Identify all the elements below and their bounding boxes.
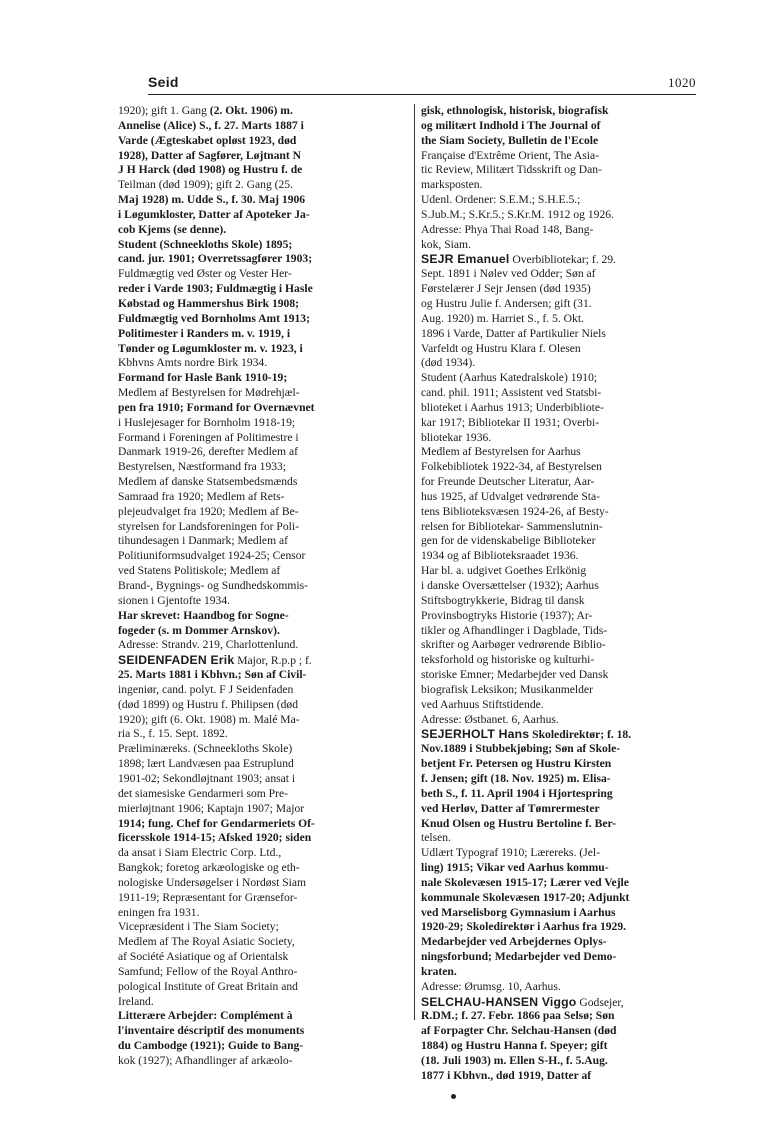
text-line [421, 386, 713, 401]
text-line [421, 520, 713, 535]
text-segment: Student (Schneekloths Skole) 1895; [118, 237, 293, 251]
text-segment: 1920-29; Skoledirektør i Aarhus fra 1929. [421, 920, 627, 934]
text-line [421, 252, 713, 267]
text-line [118, 698, 408, 713]
text-segment: Medlem af danske Statsembedsmænds [118, 475, 298, 489]
text-line [118, 564, 408, 579]
text-segment: 1911-19; Repræsentant for Grænsefor- [118, 890, 298, 904]
text-segment: ved Aarhuus Stiftstidende. [421, 697, 544, 711]
text-line [118, 579, 408, 594]
text-segment: 1920); gift (6. Okt. 1908) m. Malé Ma- [118, 712, 300, 726]
text-segment: 1884) og Hustru Hanna f. Speyer; gift [421, 1039, 608, 1053]
text-segment: Har skrevet: Haandbog for Sogne- [118, 608, 289, 622]
text-segment: f. Jensen; gift (18. Nov. 1925) m. Elisa- [421, 771, 611, 785]
text-segment: Bestyrelsen, Næstformand fra 1933; [118, 460, 287, 474]
text-line [421, 193, 713, 208]
text-segment: Har bl. a. udgivet Goethes Erlkönig [421, 564, 587, 578]
text-segment: ria S., f. 15. Sept. 1892. [118, 727, 228, 741]
text-line [118, 267, 408, 282]
text-segment: Adresse: Ørumsg. 10, Aarhus. [421, 979, 561, 993]
text-line [118, 1009, 408, 1024]
text-segment: Knud Olsen og Hustru Bertoline f. Ber- [421, 816, 617, 830]
text-line [421, 1039, 713, 1054]
text-segment: sionen i Gjentofte 1934. [118, 593, 231, 607]
text-segment: cob Kjems (se denne). [118, 222, 227, 236]
text-line [118, 505, 408, 520]
text-line [421, 891, 713, 906]
text-line [421, 772, 713, 787]
text-segment: 1901-02; Sekondløjtnant 1903; ansat i [118, 771, 296, 785]
text-segment: Teilman (død 1909); gift 2. Gang (25. [118, 178, 293, 192]
text-segment: ved Herløv, Datter af Tømrermester [421, 801, 600, 815]
text-line [421, 119, 713, 134]
text-line [118, 356, 408, 371]
text-line [118, 134, 408, 149]
text-line [421, 312, 713, 327]
text-segment: Kbhvns Amts nordre Birk 1934. [118, 356, 268, 370]
text-segment: cand. phil. 1911; Assistent ved Statsbi- [421, 386, 602, 400]
text-line [421, 401, 713, 416]
text-segment: kommunale Skolevæsen 1917-20; Adjunkt [421, 890, 630, 904]
text-line [118, 431, 408, 446]
text-segment: nologiske Undersøgelser i Nordøst Siam [118, 875, 307, 889]
text-segment: 1877 i Kbhvn., død 1919, Datter af [421, 1068, 592, 1082]
text-line [118, 312, 408, 327]
text-segment: Folkebibliotek 1922-34, af Bestyrelsen [421, 460, 602, 474]
text-segment: Medarbejder ved Arbejdernes Oplys- [421, 935, 607, 949]
entry-headword: SELCHAU-HANSEN Viggo [421, 994, 577, 1009]
text-line [421, 1024, 713, 1039]
text-segment: det siamesiske Gendarmeri som Pre- [118, 786, 288, 800]
text-line [421, 653, 713, 668]
text-segment: af Forpagter Chr. Selchau-Hansen (død [421, 1024, 617, 1038]
text-segment: Litterære Arbejder: Complément à [118, 1009, 293, 1023]
text-line [118, 149, 408, 164]
entry-headword: SEJERHOLT Hans [421, 727, 530, 742]
text-line [118, 935, 408, 950]
page-header [148, 74, 696, 95]
text-segment: ved Marselisborg Gymnasium i Aarhus [421, 905, 616, 919]
text-segment: tihundesagen i Danmark; Medlem af [118, 534, 288, 548]
text-line [118, 624, 408, 639]
text-segment: nale Skolevæsen 1915-17; Lærer ved Vejle [421, 875, 629, 889]
text-segment: R.DM.; f. 27. Febr. 1866 paa Selsø; Søn [421, 1009, 615, 1023]
text-segment: bliotekar 1936. [421, 430, 492, 444]
text-line [421, 149, 713, 164]
text-segment: 1898; lært Landvæsen paa Estruplund [118, 757, 294, 771]
text-segment: og Hustru Julie f. Andersen; gift (31. [421, 296, 592, 310]
text-line [118, 787, 408, 802]
text-segment: 1914; fung. Chef for Gendarmeriets Of- [118, 816, 315, 830]
text-segment: Politimester i Randers m. v. 1919, i [118, 326, 291, 340]
entry-headword: SEIDENFADEN Erik [118, 653, 235, 668]
text-segment: 1896 i Varde, Datter af Partikulier Niels [421, 326, 606, 340]
text-segment: Samraad fra 1920; Medlem af Rets- [118, 489, 285, 503]
text-line [421, 935, 713, 950]
left-column [118, 104, 408, 1069]
text-line [118, 594, 408, 609]
entry-headword: SEJR Emanuel [421, 252, 510, 267]
text-segment: marksposten. [421, 178, 483, 192]
text-line [421, 490, 713, 505]
text-segment: Førstelærer J Sejr Jensen (død 1935) [421, 282, 591, 296]
text-line [118, 1024, 408, 1039]
text-line [421, 534, 713, 549]
text-line [421, 505, 713, 520]
text-line [118, 371, 408, 386]
text-line [118, 713, 408, 728]
text-line [118, 386, 408, 401]
text-line [118, 223, 408, 238]
text-segment: og militært Indhold i The Journal of [421, 118, 601, 132]
text-segment: the Siam Society, Bulletin de l'Ecole [421, 133, 599, 147]
text-segment: Fuldmægtig ved Bornholms Amt 1913; [118, 311, 310, 325]
text-line [118, 1039, 408, 1054]
text-segment: Formand for Hasle Bank 1910-19; [118, 371, 288, 385]
text-line [421, 683, 713, 698]
text-line [421, 163, 713, 178]
text-line [118, 950, 408, 965]
text-line [421, 1054, 713, 1069]
text-segment: i Huslejesager for Bornholm 1918-19; [118, 415, 296, 429]
text-line [421, 594, 713, 609]
text-segment: skrifter og Aarbøger vedrørende Biblio- [421, 638, 606, 652]
text-segment: kar 1917; Bibliotekar II 1931; Overbi- [421, 415, 600, 429]
text-line [118, 178, 408, 193]
text-line [118, 920, 408, 935]
text-segment: Udenl. Ordener: S.E.M.; S.H.E.5.; [421, 193, 581, 207]
text-line [421, 1009, 713, 1024]
text-segment: cand. jur. 1901; Overretssagfører 1903; [118, 252, 313, 266]
text-segment: Nov.1889 i Stubbekjøbing; Søn af Skole- [421, 742, 621, 756]
text-line [118, 980, 408, 995]
text-line [421, 267, 713, 282]
text-segment: tikler og Afhandlinger i Dagblade, Tids- [421, 623, 608, 637]
text-segment: Danmark 1919-26, derefter Medlem af [118, 445, 298, 459]
text-line [118, 297, 408, 312]
text-line [118, 891, 408, 906]
right-column [421, 104, 713, 1084]
text-line [118, 327, 408, 342]
text-line [118, 995, 408, 1010]
text-line [118, 445, 408, 460]
text-line [118, 416, 408, 431]
text-segment: blioteket i Aarhus 1913; Underbibliote- [421, 400, 604, 414]
text-segment: Medlem af Bestyrelsen for Mødrehjæl- [118, 386, 300, 400]
text-line [421, 342, 713, 357]
text-segment: Stiftsbogtrykkerie, Bidrag til dansk [421, 593, 585, 607]
text-line [421, 742, 713, 757]
text-line [118, 831, 408, 846]
text-segment: Overbibliotekar; f. 29. [509, 253, 616, 267]
text-line [421, 371, 713, 386]
text-segment: Brand-, Bygnings- og Sundhedskommis- [118, 579, 309, 592]
text-line [118, 104, 408, 119]
text-line [118, 475, 408, 490]
text-segment: Købstad og Hammershus Birk 1908; [118, 296, 300, 310]
page-mark [451, 1094, 456, 1099]
text-segment: kok (1927); Afhandlinger af arkæolo- [118, 1054, 293, 1067]
text-segment: i danske Oversættelser (1932); Aarhus [421, 579, 599, 592]
text-line [421, 861, 713, 876]
text-line [118, 549, 408, 564]
text-line [118, 534, 408, 549]
text-segment: gisk, ethnologisk, historisk, biografisk [421, 104, 609, 117]
text-line [421, 846, 713, 861]
text-line [118, 727, 408, 742]
text-line [421, 282, 713, 297]
text-line [118, 193, 408, 208]
text-segment: Ireland. [118, 994, 154, 1008]
text-segment: Fuldmægtig ved Øster og Vester Her- [118, 267, 292, 281]
text-line [421, 787, 713, 802]
text-line [421, 638, 713, 653]
text-segment: (2. Okt. 1906) m. [209, 104, 293, 117]
text-segment: (18. Juli 1903) m. Ellen S-H., f. 5.Aug. [421, 1054, 608, 1067]
text-segment: Bangkok; foretog arkæologiske og eth- [118, 861, 300, 875]
text-segment: Udlært Typograf 1910; Lærereks. (Jel- [421, 846, 600, 860]
text-segment: gen for de videnskabelige Biblioteker [421, 534, 596, 548]
text-line [421, 698, 713, 713]
text-line [421, 223, 713, 238]
text-segment: Annelise (Alice) S., f. 27. Marts 1887 i [118, 118, 304, 132]
text-line [118, 876, 408, 891]
text-segment: Medlem af Bestyrelsen for Aarhus [421, 445, 581, 459]
text-segment: for Freunde Deutscher Literatur, Aar- [421, 475, 595, 489]
text-line [421, 356, 713, 371]
text-line [421, 995, 713, 1010]
page-number: 1020 [668, 75, 696, 90]
text-segment: 1934 og af Biblioteksraadet 1936. [421, 549, 579, 563]
text-line [118, 802, 408, 817]
text-line [421, 445, 713, 460]
text-segment: teksforhold og historiske og kulturhi- [421, 653, 595, 667]
text-segment: betjent Fr. Petersen og Hustru Kirsten [421, 757, 612, 771]
text-line [421, 460, 713, 475]
text-segment: telsen. [421, 831, 451, 845]
text-segment: J H Harck (død 1908) og Hustru f. de [118, 163, 303, 177]
running-title: Seid [148, 74, 179, 90]
text-segment: da ansat i Siam Electric Corp. Ltd., [118, 846, 282, 860]
text-line [118, 683, 408, 698]
text-segment: tic Review, Militært Tidsskrift og Dan- [421, 163, 602, 177]
text-line [118, 163, 408, 178]
text-segment: mierløjtnant 1906; Kaptajn 1907; Major [118, 801, 305, 815]
text-line [118, 401, 408, 416]
text-segment: Vicepræsident i The Siam Society; [118, 920, 279, 934]
text-line [421, 980, 713, 995]
text-segment: af Société Asiatique og af Orientalsk [118, 950, 289, 964]
text-line [118, 772, 408, 787]
text-segment: pological Institute of Great Britain and [118, 979, 298, 993]
text-line [118, 252, 408, 267]
text-line [118, 238, 408, 253]
text-line [118, 609, 408, 624]
text-line [118, 846, 408, 861]
text-segment: beth S., f. 11. April 1904 i Hjortespring [421, 786, 613, 800]
text-line [421, 668, 713, 683]
text-line [421, 208, 713, 223]
text-line [118, 757, 408, 772]
text-line [118, 638, 408, 653]
text-segment: Formand i Foreningen af Politimestre i [118, 430, 299, 444]
text-segment: Varfeldt og Hustru Klara f. Olesen [421, 341, 581, 355]
text-segment: Maj 1928) m. Udde S., f. 30. Maj 1906 [118, 193, 306, 207]
text-line [118, 490, 408, 505]
text-line [118, 119, 408, 134]
text-line [118, 653, 408, 668]
text-line [421, 238, 713, 253]
text-line [421, 920, 713, 935]
text-line [118, 906, 408, 921]
text-segment: Samfund; Fellow of the Royal Anthro- [118, 964, 298, 978]
text-line [118, 460, 408, 475]
text-line [421, 624, 713, 639]
text-segment: Provinsbogtryks Historie (1937); Ar- [421, 608, 593, 622]
text-segment: du Cambodge (1921); Guide to Bang- [118, 1039, 304, 1053]
text-line [421, 817, 713, 832]
text-segment: reder i Varde 1903; Fuldmægtig i Hasle [118, 282, 313, 296]
text-line [421, 713, 713, 728]
text-segment: Student (Aarhus Katedralskole) 1910; [421, 371, 598, 385]
text-segment: storiske Emner; Medarbejder ved Dansk [421, 668, 609, 682]
text-segment: i Løgumkloster, Datter af Apoteker Ja- [118, 207, 310, 221]
text-segment: 25. Marts 1881 i Kbhvn.; Søn af Civil- [118, 668, 307, 682]
text-segment: Aug. 1920) m. Harriet S., f. 5. Okt. [421, 311, 584, 325]
text-segment: ved Statens Politiskole; Medlem af [118, 564, 281, 578]
text-segment: Tønder og Løgumkloster m. v. 1923, i [118, 341, 303, 355]
text-line [118, 965, 408, 980]
text-segment: (død 1899) og Hustru f. Philipsen (død [118, 697, 299, 711]
text-line [421, 134, 713, 149]
text-line [421, 876, 713, 891]
text-line [421, 431, 713, 446]
text-segment: l'inventaire déscriptif des monuments [118, 1024, 305, 1038]
text-segment: fogeder (s. m Dommer Arnskov). [118, 623, 280, 637]
text-segment: ningsforbund; Medarbejder ved Demo- [421, 950, 617, 964]
text-segment: ingeniør, cand. polyt. F J Seidenfaden [118, 682, 294, 696]
text-line [118, 520, 408, 535]
text-segment: biografisk Leksikon; Musikanmelder [421, 682, 593, 696]
text-line [118, 342, 408, 357]
text-line [118, 861, 408, 876]
text-segment: tens Biblioteksvæsen 1924-26, af Besty- [421, 504, 609, 518]
text-segment: Varde (Ægteskabet opløst 1923, død [118, 133, 297, 147]
text-line [118, 208, 408, 223]
text-line [421, 579, 713, 594]
text-segment: eningen fra 1931. [118, 905, 200, 919]
text-line [421, 727, 713, 742]
text-segment: Française d'Extrême Orient, The Asia- [421, 148, 599, 162]
text-segment: S.Jub.M.; S.Kr.5.; S.Kr.M. 1912 og 1926. [421, 207, 614, 221]
text-line [421, 1069, 713, 1084]
text-segment: Adresse: Strandv. 219, Charlottenlund. [118, 638, 299, 652]
text-segment: Adresse: Phya Thai Road 148, Bang- [421, 222, 594, 236]
text-segment: 1928), Datter af Sagfører, Løjtnant N [118, 148, 302, 162]
text-segment: kok, Siam. [421, 237, 471, 251]
text-segment: Adresse: Østbanet. 6, Aarhus. [421, 712, 559, 726]
text-segment: hus 1925, af Udvalget vedrørende Sta- [421, 489, 601, 503]
text-segment: Godsejer, [576, 995, 624, 1009]
text-segment: pen fra 1910; Formand for Overnævnet [118, 400, 315, 414]
text-segment: (død 1934). [421, 356, 476, 370]
text-segment: styrelsen for Landsforeningen for Poli- [118, 519, 299, 533]
text-line [421, 178, 713, 193]
text-line [118, 1054, 408, 1069]
text-line [421, 757, 713, 772]
text-line [421, 416, 713, 431]
text-segment: plejeudvalget fra 1920; Medlem af Be- [118, 504, 299, 518]
text-line [421, 564, 713, 579]
text-line [118, 282, 408, 297]
text-segment: relsen for Bibliotekar- Sammenslutnin- [421, 519, 603, 533]
text-segment: Sept. 1891 i Nølev ved Odder; Søn af [421, 267, 596, 281]
text-segment: ficersskole 1914-15; Afsked 1920; siden [118, 831, 312, 845]
text-line [421, 327, 713, 342]
text-segment: Skoledirektør; f. 18. [529, 728, 632, 742]
column-divider [414, 104, 415, 1020]
text-segment: kraten. [421, 964, 457, 978]
text-segment: ling) 1915; Vikar ved Aarhus kommu- [421, 861, 609, 875]
text-line [118, 668, 408, 683]
text-segment: 1920); gift 1. Gang [118, 104, 210, 117]
text-segment: Præliminæreks. (Schneekloths Skole) [118, 742, 293, 756]
text-segment: Medlem af The Royal Asiatic Society, [118, 935, 295, 949]
text-line [421, 802, 713, 817]
text-line [421, 609, 713, 624]
text-line [118, 817, 408, 832]
text-line [421, 475, 713, 490]
text-line [421, 104, 713, 119]
text-line [421, 549, 713, 564]
text-segment: Major, R.p.p ; f. [234, 654, 312, 668]
text-segment: Politiuniformsudvalget 1924-25; Censor [118, 549, 306, 563]
text-line [421, 831, 713, 846]
text-line [421, 965, 713, 980]
text-line [421, 297, 713, 312]
text-line [421, 906, 713, 921]
text-line [118, 742, 408, 757]
text-line [421, 950, 713, 965]
